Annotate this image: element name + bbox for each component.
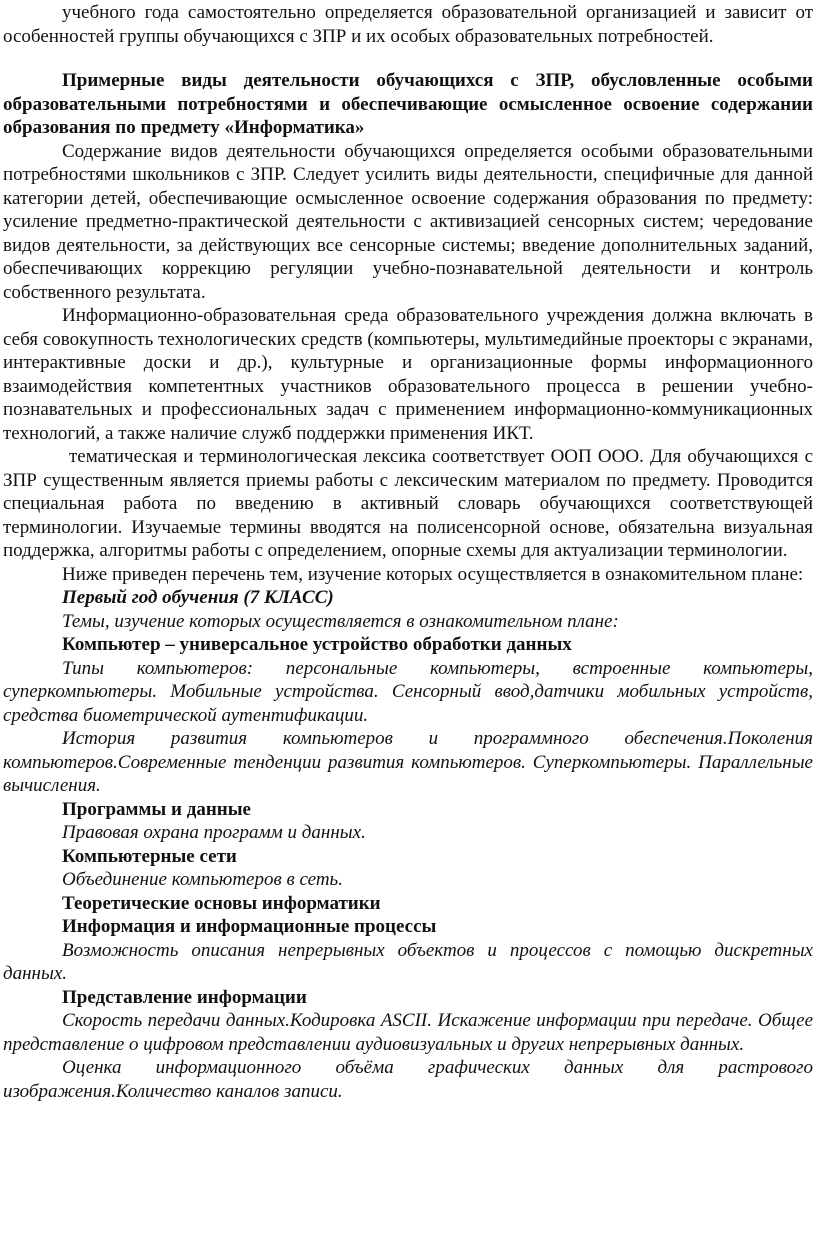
year-title: Первый год обучения (7 КЛАСС) bbox=[62, 587, 334, 608]
section-title-theory: Теоретические основы информатики bbox=[62, 892, 381, 914]
spacer bbox=[3, 48, 813, 69]
section-title-computer: Компьютер – универсальное устройство обработки данных bbox=[62, 634, 572, 655]
topics-intro-paragraph: Ниже приведен перечень тем, изучение которых осуществляется в ознакомительном плане: bbox=[62, 563, 804, 585]
activities-paragraph: Содержание видов деятельности обучающихся определяется особыми образовательными потребностями школьников с ЗПР. Следует усилить виды деятельности, специфичные для данной категории детей, обеспечивающие осмысленное освоение содержания образования по предмету: усиление предметно-практической деятельности с активизацией сенсорных систем; чередование видов деятельности, за действующих все сенсорные системы; введение дополнительных заданий, обеспечивающих коррекцию регуляции учебно-познавательной деятельности и контроль собственного результата. bbox=[3, 140, 813, 303]
section-text-information: Возможность описания непрерывных объектов и процессов с помощью дискретных данных. bbox=[3, 939, 813, 984]
environment-paragraph: Информационно-образовательная среда образовательного учреждения должна включать в себя совокупность технологических средств (компьютеры, мультимедийные проекторы с экранами, интерактивные доски и др.), культурные и организационные формы информационного взаимодействия компетентных участников образовательного процесса в решении учебно-познавательных и профессиональных задач с применением информационно-коммуникационных технологий, а также наличие служб поддержки применения ИКТ. bbox=[3, 305, 813, 444]
section-text-computer-history: История развития компьютеров и программного обеспечения.Поколения компьютеров.Современные тенденции развития компьютеров. Суперкомпьютеры. Параллельные вычисления. bbox=[3, 728, 813, 796]
section-title-networks: Компьютерные сети bbox=[62, 845, 237, 867]
section-title-programs: Программы и данные bbox=[62, 798, 251, 820]
section-title-information: Информация и информационные процессы bbox=[62, 916, 437, 937]
year-subtitle: Темы, изучение которых осуществляется в ознакомительном плане: bbox=[62, 610, 619, 632]
section-text-representation-2: Оценка информационного объёма графических данных для растрового изображения.Количество каналов записи. bbox=[3, 1057, 813, 1102]
vocabulary-paragraph: тематическая и терминологическая лексика соответствует ООП ООО. Для обучающихся с ЗПР существенным является приемы работы с лексическим материалом по предмету. Проводится специальная работа по введению в активный словарь обучающихся соответствующей терминологии. Изучаемые термины вводятся на полисенсорной основе, обязательна визуальная поддержка, алгоритмы работы с определением, опорные схемы для актуализации терминологии. bbox=[3, 446, 813, 561]
section-text-computer-types: Типы компьютеров: персональные компьютеры, встроенные компьютеры, суперкомпьютеры. Мобильные устройства. Сенсорный ввод,датчики мобильных устройств, средства биометрической аутентификации. bbox=[3, 657, 813, 726]
section-title-representation: Представление информации bbox=[62, 986, 307, 1008]
section-heading: Примерные виды деятельности обучающихся с ЗПР, обусловленные особыми образовательными потребностями и обеспечивающие осмысленное освоение содержании образования по предмету «Информатика» bbox=[3, 70, 813, 138]
intro-paragraph: учебного года самостоятельно определяется образовательной организацией и зависит от особенностей группы обучающихся с ЗПР и их особых образовательных потребностей. bbox=[3, 2, 813, 47]
section-text-representation-1: Скорость передачи данных.Кодировка ASCII. Искажение информации при передаче. Общее представление о цифровом представлении аудиовизуальных и других непрерывных данных. bbox=[3, 1010, 813, 1055]
section-text-programs: Правовая охрана программ и данных. bbox=[62, 822, 366, 843]
section-text-networks: Объединение компьютеров в сеть. bbox=[62, 869, 343, 890]
